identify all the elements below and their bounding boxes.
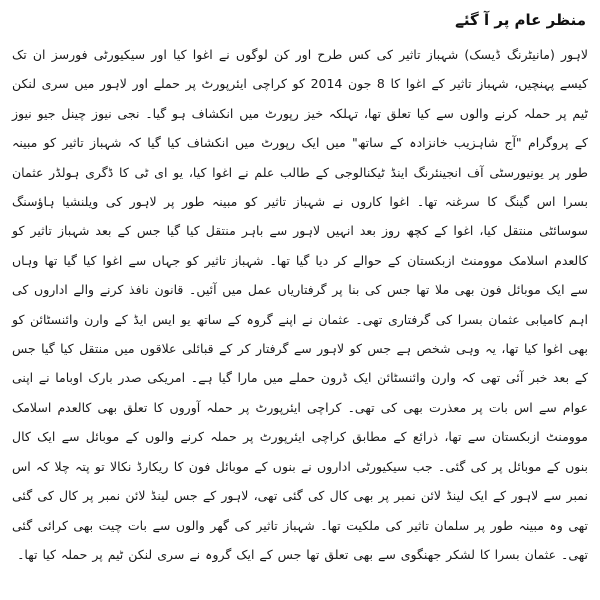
article-headline: منظر عام پر آ گئے (455, 11, 586, 29)
article-body (10, 40, 590, 569)
article-paragraph: لاہور (مانیٹرنگ ڈیسک) شہباز تاثیر کی کس طرح اور کن لوگوں نے اغوا کیا اور سیکیورٹی فورسز ان تک کیسے پہنچیں، شہباز تاثیر کے اغوا کا 8 جون 2014 کو کراچی ایئرپورٹ پر حملے اور لاہور میں سری لنکن ٹیم پر حملہ کرنے والوں سے کیا تعلق تھا، تہلکہ خیز رپورٹ میں انکشاف ہو گیا۔ نجی نیوز چینل جیو نیوز کے پروگرام "آج شاہزیب خانزادہ کے ساتھ" میں ایک رپورٹ میں انکشاف کیا گیا کہ شہباز تاثیر کو مبینہ طور پر یونیورسٹی آف انجینئرنگ اینڈ ٹیکنالوجی کے طالب علم نے اغوا کیا، یو ای ٹی کا ڈگری ہولڈر عثمان بسرا اس گینگ کا سرغنہ تھا۔ اغوا کاروں نے شہباز تاثیر کو مبینہ طور پر لاہور کی ویلنشیا ہاؤسنگ سوسائٹی منتقل کیا، اغوا کے کچھ روز بعد انہیں لاہور سے باہر منتقل کیا گیا جس کے بعد شہباز تاثیر کو کالعدم اسلامک موومنٹ ازبکستان کے حوالے کر دیا گیا تھا۔ شہباز تاثیر کو جہاں سے اغوا کیا گیا تھا وہاں سے ایک موبائل فون بھی ملا تھا جس کی بنا پر گرفتاریاں عمل میں آئیں۔ قانون نافذ کرنے والے اداروں کی اہم کامیابی عثمان بسرا کی گرفتاری تھی۔ عثمان نے اپنے گروہ کے ساتھ یو ایس ایڈ کے وارن وائنسٹائن کو بھی اغوا کیا تھا، یہ وہی شخص ہے جس کو لاہور سے گرفتار کر کے قبائلی علاقوں میں منتقل کیا گیا جس کے بعد خبر آئی تھی کہ وارن وائنسٹائن ایک ڈرون حملے میں مارا گیا ہے۔ امریکی صدر بارک اوباما نے اپنی عوام سے اس بات پر معذرت بھی کی تھی۔ کراچی ایئرپورٹ پر حملہ آوروں کا تعلق بھی کالعدم اسلامک موومنٹ ازبکستان سے تھا، ذرائع کے مطابق کراچی ایئرپورٹ پر حملہ کرنے والوں کے موبائل سے ایک کال بنوں کے موبائل پر کی گئی۔ جب سیکیورٹی اداروں نے بنوں کے موبائل فون کا ریکارڈ نکالا تو پتہ چلا کہ اس نمبر سے لاہور کے ایک لینڈ لائن نمبر پر بھی کال کی گئی تھی، لاہور کے جس لینڈ لائن نمبر پر کال کی گئی تھی وہ مبینہ طور پر سلمان تاثیر کی ملکیت تھا۔ شہباز تاثیر کی گھر والوں سے بات چیت بھی کرائی گئی تھی۔ عثمان بسرا کا لشکر جھنگوی سے بھی تعلق تھا جس کے ایک گروہ نے سری لنکن ٹیم پر حملہ کیا تھا۔ (12, 47, 588, 562)
